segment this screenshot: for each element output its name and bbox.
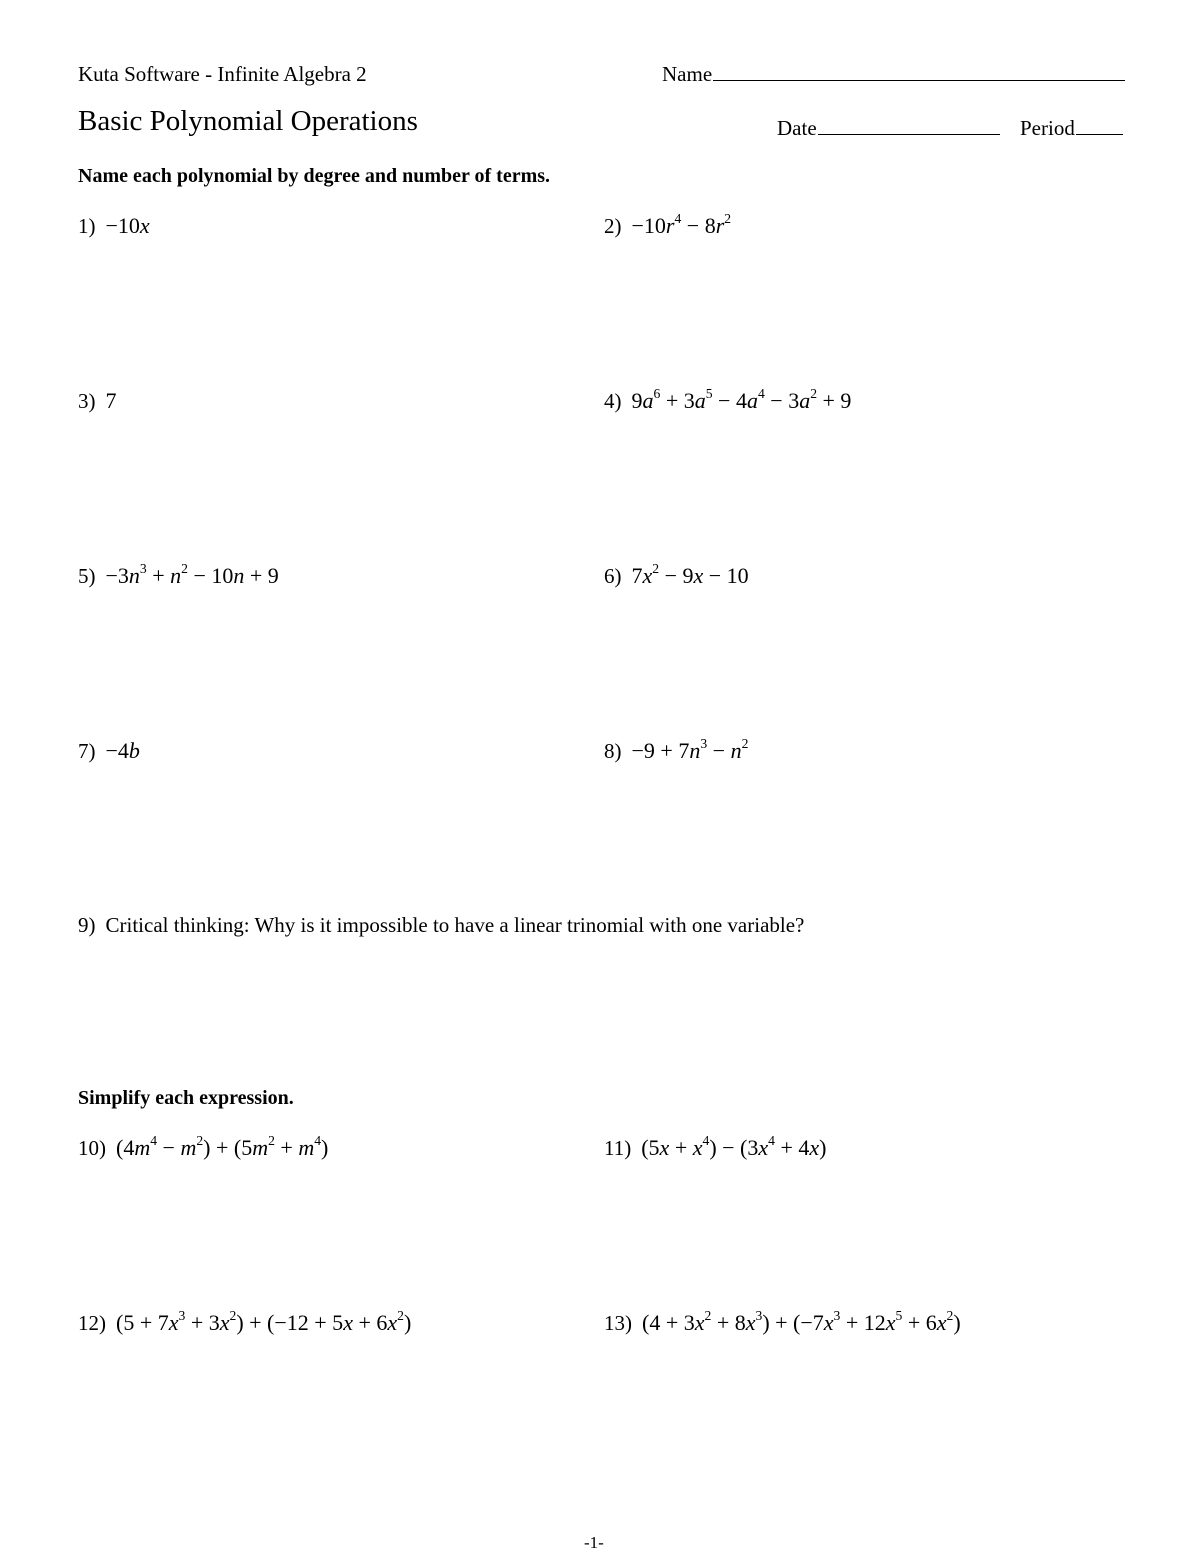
problem-6 xyxy=(604,560,749,589)
section2-instruction: Simplify each expression. xyxy=(78,1087,294,1109)
date-field[interactable] xyxy=(777,116,1000,141)
problem-expression: $7x^2 - 9x - 10$ xyxy=(631,560,749,588)
problem-expression: $(5x + x^4) - (3x^4 + 4x)$ xyxy=(641,1132,827,1160)
problem-expression: $-3n^3 + n^2 - 10n + 9$ xyxy=(105,560,279,588)
problem-3 xyxy=(78,388,117,414)
problem-number: 1) xyxy=(78,214,96,238)
problem-expression: −10x xyxy=(105,213,150,238)
section1-instruction: Name each polynomial by degree and number of terms. xyxy=(78,165,551,187)
problem-9 xyxy=(78,913,804,938)
problem-number: 12) xyxy=(78,1311,106,1335)
problem-11 xyxy=(604,1132,827,1161)
problem-expression: $-9 + 7n^3 - n^2$ xyxy=(631,735,749,763)
problem-8 xyxy=(604,735,749,764)
problem-number: 3) xyxy=(78,389,96,413)
problem-7 xyxy=(78,738,140,764)
problem-number: 6) xyxy=(604,564,622,588)
problem-number: 11) xyxy=(604,1136,632,1160)
problem-4 xyxy=(604,385,852,414)
problem-number: 4) xyxy=(604,389,622,413)
problem-number: 7) xyxy=(78,739,96,763)
problem-5 xyxy=(78,560,279,589)
problem-2 xyxy=(604,210,732,239)
name-field[interactable] xyxy=(662,62,1125,87)
problem-number: 13) xyxy=(604,1311,632,1335)
date-label: Date xyxy=(777,116,817,140)
period-blank-line[interactable] xyxy=(1076,116,1123,135)
problem-13 xyxy=(604,1307,961,1336)
name-label: Name xyxy=(662,62,713,86)
problem-expression: $9a^6 + 3a^5 - 4a^4 - 3a^2 + 9$ xyxy=(631,385,852,413)
date-blank-line[interactable] xyxy=(818,116,1000,135)
page-title: Basic Polynomial Operations xyxy=(78,105,418,137)
problem-expression: $(4m^4 - m^2) + (5m^2 + m^4)$ xyxy=(116,1132,329,1160)
problem-number: 10) xyxy=(78,1136,106,1160)
problem-expression: $-10r^4 - 8r^2$ xyxy=(631,210,732,238)
publisher-label: Kuta Software - Infinite Algebra 2 xyxy=(78,62,367,86)
problem-10 xyxy=(78,1132,329,1161)
problem-number: 2) xyxy=(604,214,622,238)
critical-thinking-question: Critical thinking: Why is it impossible to have a linear trinomial with one variable? xyxy=(105,913,805,937)
problem-expression: 7 xyxy=(105,388,117,413)
problem-1 xyxy=(78,213,150,239)
problem-expression: $(4 + 3x^2 + 8x^3) + (-7x^3 + 12x^5 + 6x^2)$ xyxy=(642,1307,961,1335)
problem-12 xyxy=(78,1307,412,1336)
name-blank-line[interactable] xyxy=(713,62,1125,81)
page-number: -1- xyxy=(584,1533,604,1552)
problem-expression: $(5 + 7x^3 + 3x^2) + (-12 + 5x + 6x^2)$ xyxy=(116,1307,412,1335)
period-field[interactable] xyxy=(1020,116,1123,141)
problem-number: 5) xyxy=(78,564,96,588)
problem-number: 9) xyxy=(78,913,96,937)
problem-number: 8) xyxy=(604,739,622,763)
problem-expression: −4b xyxy=(105,738,140,763)
period-label: Period xyxy=(1020,116,1075,140)
